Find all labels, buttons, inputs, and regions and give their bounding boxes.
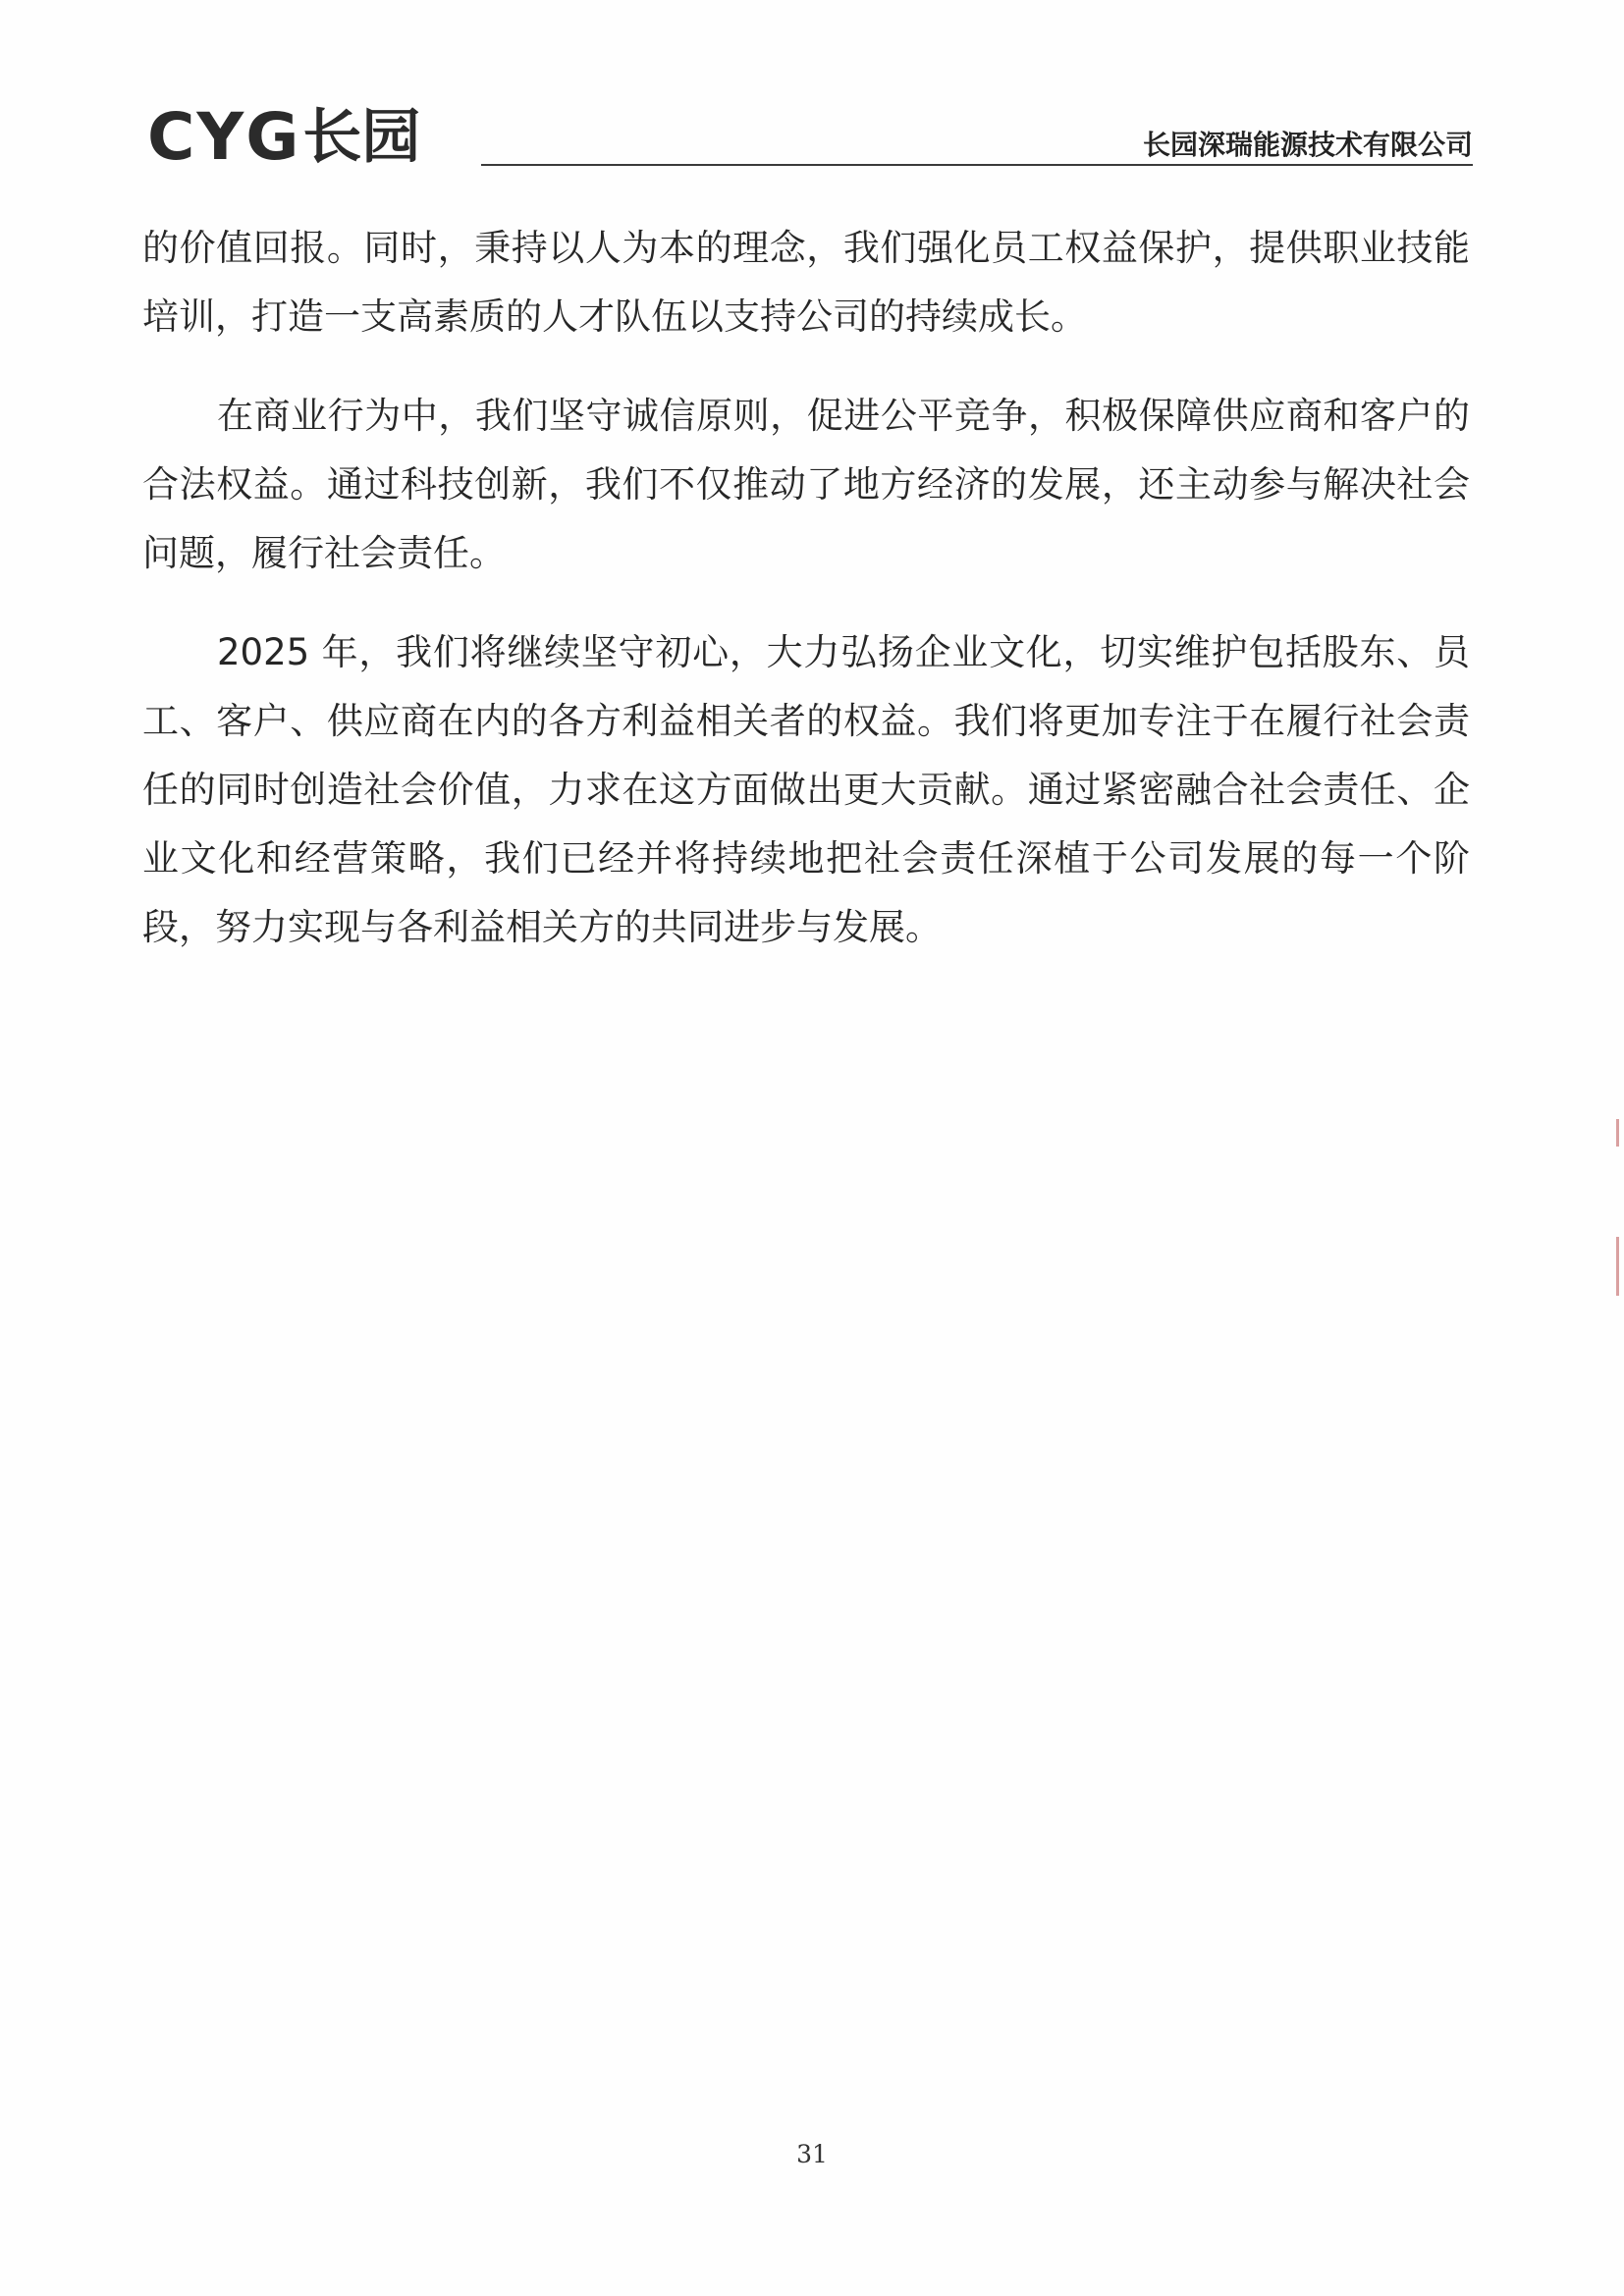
body-text xyxy=(142,214,1470,992)
logo-wordmark-latin: CYG xyxy=(147,99,301,175)
page-header xyxy=(147,99,1473,175)
paragraph-1: 的价值回报。同时，秉持以人为本的理念，我们强化员工权益保护，提供职业技能培训，打造一支高素质的人才队伍以支持公司的持续成长。 xyxy=(142,227,1470,338)
logo-wordmark-cjk: 长园 xyxy=(302,103,421,172)
scan-edge-mark xyxy=(1616,1237,1619,1296)
header-divider xyxy=(481,164,1473,166)
page-number: 31 xyxy=(796,2140,828,2168)
company-logo xyxy=(147,99,421,175)
paragraph-3: 2025 年，我们将继续坚守初心，大力弘扬企业文化，切实维护包括股东、员工、客户、供应商在内的各方利益相关者的权益。我们将更加专注于在履行社会责任的同时创造社会价值，力求在这方面做出更大贡献。通过紧密融合社会责任、企业文化和经营策略，我们已经并将持续地把社会责任深植于公司发展的每一个阶段，努力实现与各利益相关方的共同进步与发展。 xyxy=(142,631,1470,948)
paragraph-2: 在商业行为中，我们坚守诚信原则，促进公平竞争，积极保障供应商和客户的合法权益。通过科技创新，我们不仅推动了地方经济的发展，还主动参与解决社会问题，履行社会责任。 xyxy=(142,395,1470,574)
header-company-name: 长园深瑞能源技术有限公司 xyxy=(1142,129,1473,161)
scan-edge-mark xyxy=(1616,1119,1619,1147)
